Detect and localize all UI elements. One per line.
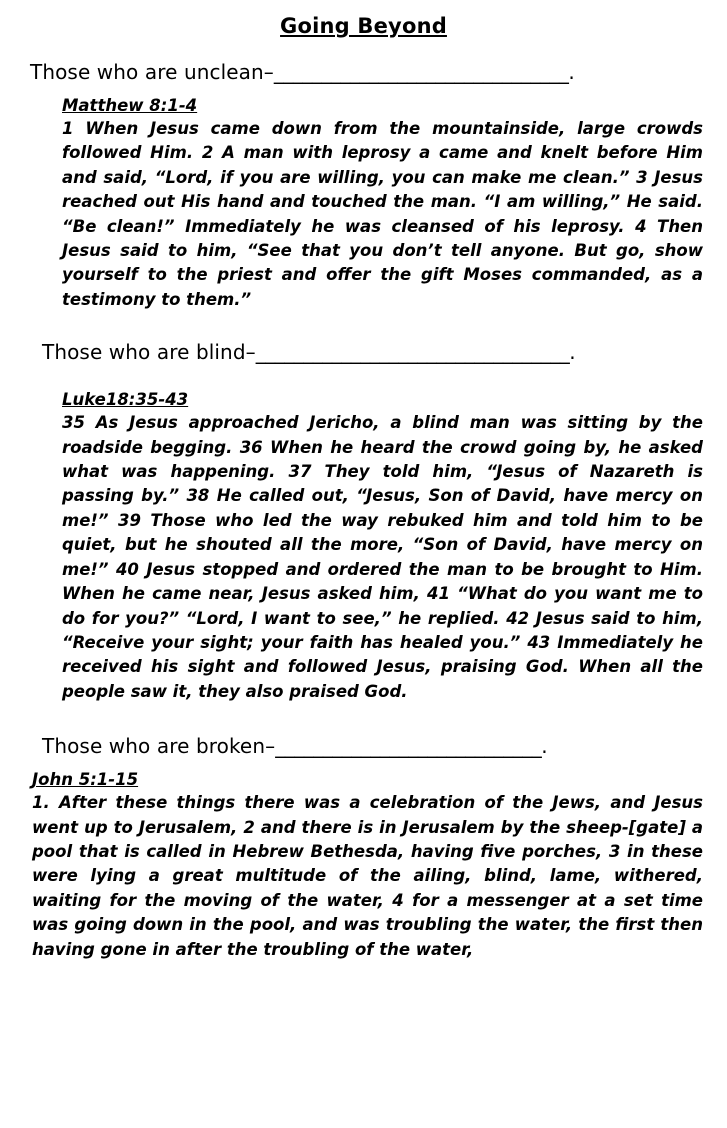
passage-block-luke bbox=[16, 390, 711, 704]
section-spacer-2 bbox=[16, 376, 711, 390]
passage-block-matthew bbox=[16, 96, 711, 312]
section-heading-blind bbox=[16, 340, 711, 364]
section-heading-text-broken: Those who are broken– bbox=[42, 734, 276, 759]
passage-text-matthew: 1 When Jesus came down from the mountainside, large crowds followed Him. 2 A man with leprosy a came and knelt before Him and said, “Lord, if you are willing, you can make me clean.” 3 Jesus reached out His hand and touched the man. “I am willing,” He said. “Be clean!” Immediately he was cleansed of his leprosy. 4 Then Jesus said to him, “See that you don’t tell anyone. But go, show yourself to the priest and offer the gift Moses commanded, as a testimony to them.” bbox=[62, 119, 703, 309]
passage-reference-matthew: Matthew 8:1-4 bbox=[62, 96, 198, 115]
section-heading-text-blind: Those who are blind– bbox=[42, 340, 256, 365]
section-heading-blank-blind: _________________________________ bbox=[255, 340, 570, 365]
page-title: Going Beyond bbox=[280, 14, 447, 38]
section-spacer-1 bbox=[16, 330, 711, 340]
passage-text-luke: 35 As Jesus approached Jericho, a blind man was sitting by the roadside begging. 36 When he heard the crowd going by, he asked what was happening. 37 They told him, “Jesus of Nazareth is passing by.” 38 He called out, “Jesus, Son of David, have mercy on me!” 39 Those who led the way rebuked him and told him to be quiet, but he shouted all the more, “Son of David, have mercy on me!” 40 Jesus stopped and ordered the man to be brought to Him. When he came near, Jesus asked him, 41 “What do you want me to do for you?” “Lord, I want to see,” he replied. 42 Jesus said to him, “Receive your sight; your faith has healed you.” 43 Immediately he received his sight and followed Jesus, praising God. When all the people saw it, they also praised God. bbox=[62, 413, 703, 701]
section-heading-period-unclean: . bbox=[568, 60, 575, 84]
section-heading-unclean bbox=[16, 60, 711, 84]
passage-text-john: 1. After these things there was a celebration of the Jews, and Jesus went up to Jerusalem, 2 and there is in Jerusalem by the sheep-[gate] a pool that is called in Hebrew Bethesda, having five porches, 3 in these were lying a great multitude of the ailing, blind, lame, withered, waiting for the moving of the water, 4 for a messenger at a set time was going down in the pool, and was troubling the water, the first then having gone in after the troubling of the water, bbox=[32, 793, 703, 959]
section-heading-period-broken: . bbox=[541, 734, 548, 759]
section-heading-text-unclean: Those who are unclean– bbox=[30, 60, 274, 84]
passage-block-john bbox=[16, 770, 711, 962]
section-heading-period-blind: . bbox=[569, 340, 576, 365]
section-spacer-3 bbox=[16, 722, 711, 734]
passage-reference-luke: Luke18:35-43 bbox=[62, 390, 189, 410]
section-heading-broken bbox=[16, 734, 711, 758]
section-heading-blank-broken: ____________________________ bbox=[275, 734, 542, 759]
passage-reference-john: John 5:1-15 bbox=[32, 770, 139, 790]
section-heading-blank-unclean: _______________________________ bbox=[273, 60, 569, 84]
